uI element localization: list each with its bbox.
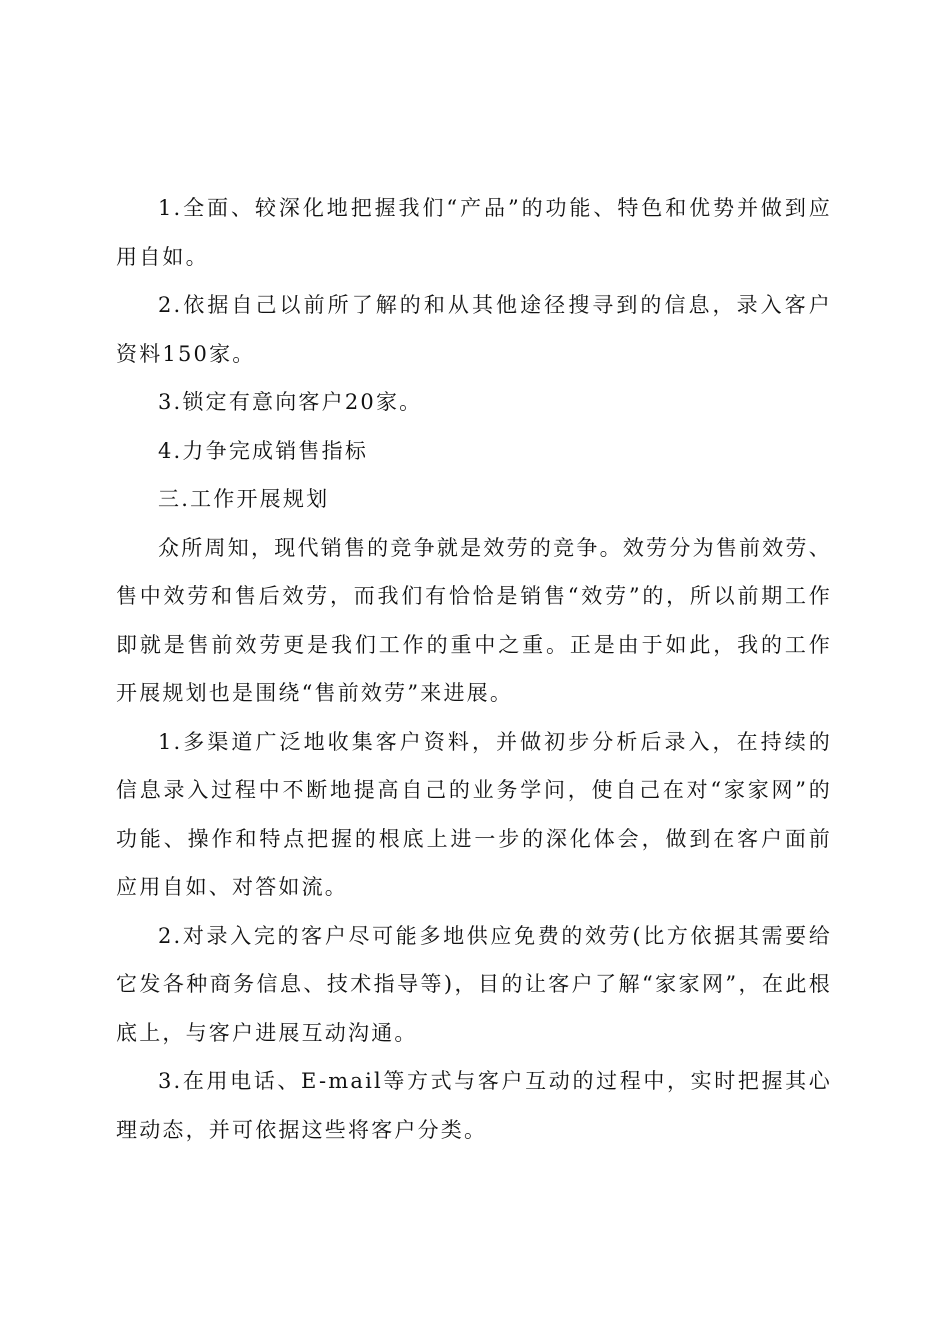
paragraph-plan-2: 2.对录入完的客户尽可能多地供应免费的效劳(比方依据其需要给它发各种商务信息、技术指导等)，目的让客户了解“家家网”，在此根底上，与客户进展互动沟通。 xyxy=(116,923,832,1045)
paragraph-goal-2: 2.依据自己以前所了解的和从其他途径搜寻到的信息，录入客户资料150家。 xyxy=(116,293,832,366)
section-heading: 三.工作开展规划 xyxy=(158,487,330,511)
paragraph-goal-3: 3.锁定有意向客户20家。 xyxy=(158,390,423,414)
paragraph-plan-3: 3.在用电话、E-mail等方式与客户互动的过程中，实时把握其心理动态，并可依据这些将客户分类。 xyxy=(116,1069,832,1142)
document-body xyxy=(116,184,832,1154)
paragraph-plan-1: 1.多渠道广泛地收集客户资料，并做初步分析后录入，在持续的信息录入过程中不断地提高自己的业务学问，使自己在对“家家网”的功能、操作和特点把握的根底上进一步的深化体会，做到在客户面前应用自如、对答如流。 xyxy=(116,729,832,899)
paragraph-goal-4: 4.力争完成销售指标 xyxy=(158,438,369,463)
paragraph-goal-1: 1.全面、较深化地把握我们“产品”的功能、特色和优势并做到应用自如。 xyxy=(116,196,832,269)
paragraph-intro: 众所周知，现代销售的竞争就是效劳的竞争。效劳分为售前效劳、售中效劳和售后效劳，而我们有恰恰是销售“效劳”的，所以前期工作即就是售前效劳更是我们工作的重中之重。正是由于如此，我的工作开展规划也是围绕“售前效劳”来进展。 xyxy=(116,535,832,705)
